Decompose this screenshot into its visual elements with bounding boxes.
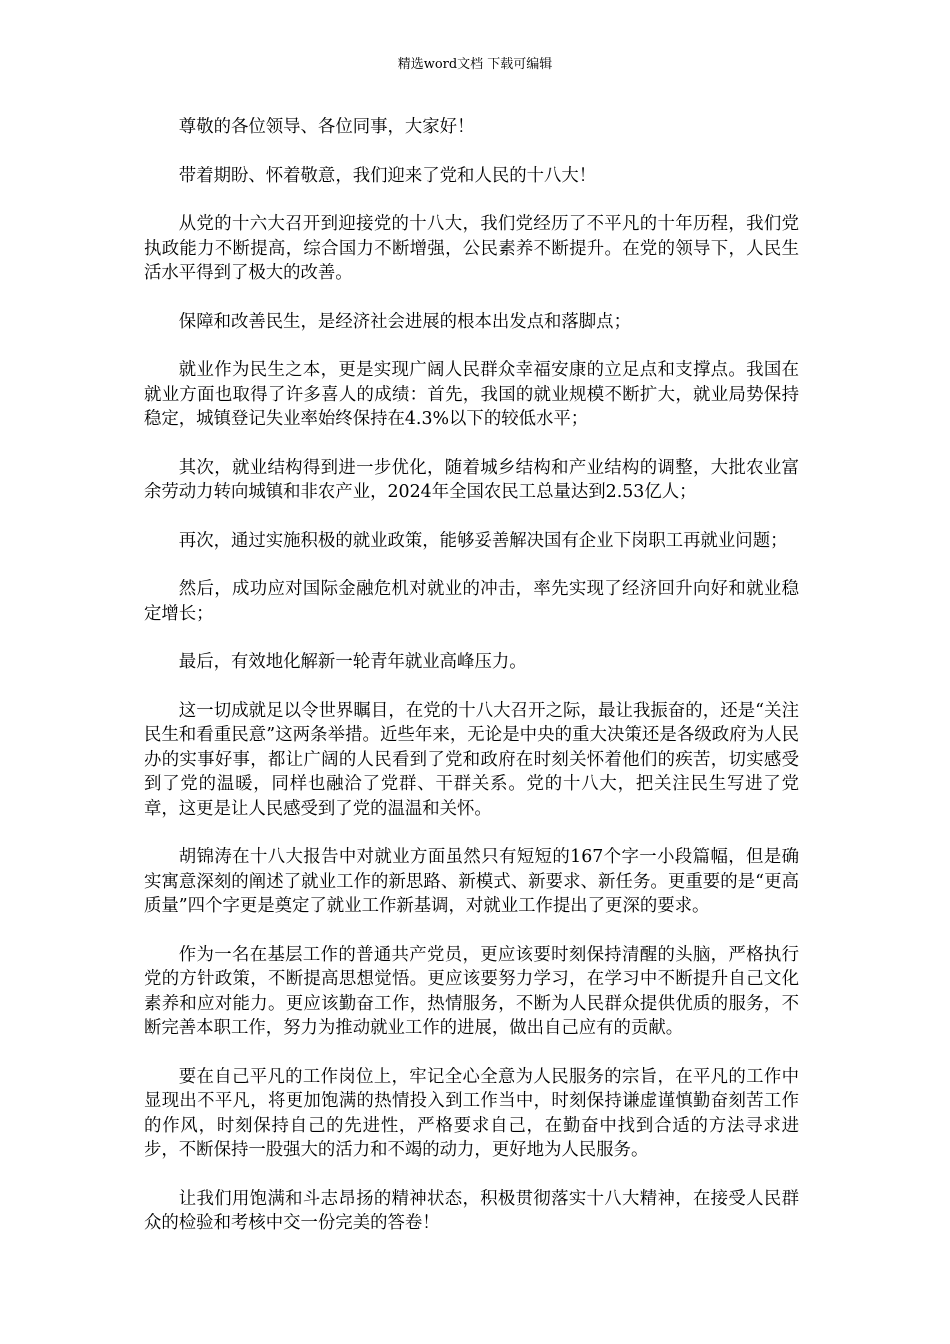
document-body (144, 115, 799, 1260)
paragraph: 就业作为民生之本，更是实现广阔人民群众幸福安康的立足点和支撑点。我国在就业方面也取得了许多喜人的成绩：首先，我国的就业规模不断扩大，就业局势保持稳定，城镇登记失业率始终保持在4.3%以下的较低水平； (144, 360, 799, 429)
paragraph: 保障和改善民生，是经济社会进展的根本出发点和落脚点； (178, 311, 631, 332)
paragraph: 其次，就业结构得到进一步优化，随着城乡结构和产业结构的调整，大批农业富余劳动力转向城镇和非农产业，2024年全国农民工总量达到2.53亿人； (144, 457, 799, 502)
page-header: 精选word文档 下载可编辑 (397, 57, 553, 72)
paragraph: 再次，通过实施积极的就业政策，能够妥善解决国有企业下岗职工再就业问题； (178, 530, 788, 551)
paragraph: 然后，成功应对国际金融危机对就业的冲击，率先实现了经济回升向好和就业稳定增长； (144, 579, 799, 624)
paragraph-closing: 让我们用饱满和斗志昂扬的精神状态，积极贯彻落实十八大精神，在接受人民群众的检验和考核中交一份完美的答卷！ (144, 1188, 799, 1233)
paragraph: 这一切成就足以令世界瞩目，在党的十八大召开之际，最让我振奋的，还是“关注民生和看重民意”这两条举措。近些年来，无论是中央的重大决策还是各级政府为人民办的实事好事，都让广阔的人民看到了党和政府在时刻关怀着他们的疾苦，切实感受到了党的温暖，同样也融洽了党群、干群关系。党的十八大，把关注民生写进了党章，这更是让人民感受到了党的温温和关怀。 (144, 700, 799, 819)
paragraph: 要在自己平凡的工作岗位上，牢记全心全意为人民服务的宗旨，在平凡的工作中显现出不平凡，将更加饱满的热情投入到工作当中，时刻保持谦虚谨慎勤奋刻苦工作的作风，时刻保持自己的先进性，严格要求自己，在勤奋中找到合适的方法寻求进步，不断保持一股强大的活力和不竭的动力，更好地为人民服务。 (144, 1066, 799, 1160)
paragraph: 带着期盼、怀着敬意，我们迎来了党和人民的十八大！ (178, 165, 597, 186)
paragraph: 胡锦涛在十八大报告中对就业方面虽然只有短短的167个字一小段篇幅，但是确实寓意深刻的阐述了就业工作的新思路、新模式、新要求、新任务。更重要的是“更高质量”四个字更是奠定了就业工作新基调，对就业工作提出了更深的要求。 (144, 847, 799, 916)
paragraph: 从党的十六大召开到迎接党的十八大，我们党经历了不平凡的十年历程，我们党执政能力不断提高，综合国力不断增强，公民素养不断提升。在党的领导下，人民生活水平得到了极大的改善。 (144, 214, 799, 283)
paragraph: 最后，有效地化解新一轮青年就业高峰压力。 (178, 652, 527, 672)
paragraph-greeting: 尊敬的各位领导、各位同事，大家好！ (178, 117, 475, 137)
paragraph: 作为一名在基层工作的普通共产党员，更应该要时刻保持清醒的头脑，严格执行党的方针政策，不断提高思想觉悟。更应该要努力学习，在学习中不断提升自己文化素养和应对能力。更应该勤奋工作，热情服务，不断为人民群众提供优质的服务，不断完善本职工作，努力为推动就业工作的进展，做出自己应有的贡献。 (144, 944, 799, 1038)
